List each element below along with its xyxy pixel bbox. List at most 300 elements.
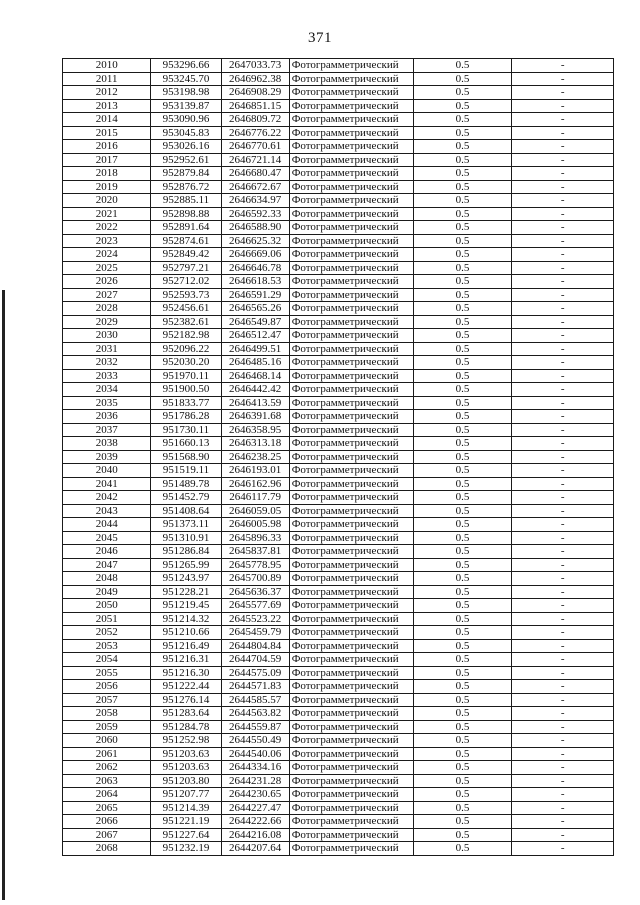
- point-number-cell: 2051: [63, 612, 151, 626]
- accuracy-cell: 0.5: [413, 707, 512, 721]
- point-number-cell: 2060: [63, 734, 151, 748]
- y-coordinate-cell: 2644559.87: [221, 720, 289, 734]
- note-cell: -: [512, 477, 614, 491]
- y-coordinate-cell: 2644540.06: [221, 747, 289, 761]
- method-cell: Фотограмметрический: [289, 815, 413, 829]
- x-coordinate-cell: 951227.64: [151, 828, 221, 842]
- x-coordinate-cell: 952952.61: [151, 153, 221, 167]
- y-coordinate-cell: 2644575.09: [221, 666, 289, 680]
- method-cell: Фотограмметрический: [289, 288, 413, 302]
- note-cell: -: [512, 545, 614, 559]
- accuracy-cell: 0.5: [413, 815, 512, 829]
- method-cell: Фотограмметрический: [289, 801, 413, 815]
- method-cell: Фотограмметрический: [289, 464, 413, 478]
- x-coordinate-cell: 951265.99: [151, 558, 221, 572]
- x-coordinate-cell: 951216.31: [151, 653, 221, 667]
- method-cell: Фотограмметрический: [289, 450, 413, 464]
- y-coordinate-cell: 2646549.87: [221, 315, 289, 329]
- method-cell: Фотограмметрический: [289, 315, 413, 329]
- point-number-cell: 2045: [63, 531, 151, 545]
- note-cell: -: [512, 126, 614, 140]
- point-number-cell: 2065: [63, 801, 151, 815]
- table-row: [63, 477, 614, 491]
- point-number-cell: 2021: [63, 207, 151, 221]
- point-number-cell: 2023: [63, 234, 151, 248]
- table-row: [63, 788, 614, 802]
- note-cell: -: [512, 774, 614, 788]
- x-coordinate-cell: 951207.77: [151, 788, 221, 802]
- note-cell: -: [512, 437, 614, 451]
- table-row: [63, 828, 614, 842]
- point-number-cell: 2032: [63, 356, 151, 370]
- point-number-cell: 2047: [63, 558, 151, 572]
- point-number-cell: 2010: [63, 59, 151, 73]
- accuracy-cell: 0.5: [413, 194, 512, 208]
- note-cell: -: [512, 450, 614, 464]
- note-cell: -: [512, 288, 614, 302]
- accuracy-cell: 0.5: [413, 747, 512, 761]
- accuracy-cell: 0.5: [413, 828, 512, 842]
- table-row: [63, 707, 614, 721]
- note-cell: -: [512, 99, 614, 113]
- x-coordinate-cell: 952096.22: [151, 342, 221, 356]
- accuracy-cell: 0.5: [413, 410, 512, 424]
- note-cell: -: [512, 221, 614, 235]
- method-cell: Фотограмметрический: [289, 86, 413, 100]
- accuracy-cell: 0.5: [413, 788, 512, 802]
- x-coordinate-cell: 953045.83: [151, 126, 221, 140]
- y-coordinate-cell: 2646162.96: [221, 477, 289, 491]
- x-coordinate-cell: 951210.66: [151, 626, 221, 640]
- accuracy-cell: 0.5: [413, 369, 512, 383]
- method-cell: Фотограмметрический: [289, 842, 413, 856]
- note-cell: -: [512, 59, 614, 73]
- x-coordinate-cell: 951568.90: [151, 450, 221, 464]
- y-coordinate-cell: 2646588.90: [221, 221, 289, 235]
- x-coordinate-cell: 951203.80: [151, 774, 221, 788]
- y-coordinate-cell: 2646442.42: [221, 383, 289, 397]
- point-number-cell: 2056: [63, 680, 151, 694]
- x-coordinate-cell: 951284.78: [151, 720, 221, 734]
- method-cell: Фотограмметрический: [289, 545, 413, 559]
- coordinates-table-body: [63, 59, 614, 856]
- x-coordinate-cell: 951660.13: [151, 437, 221, 451]
- x-coordinate-cell: 951228.21: [151, 585, 221, 599]
- accuracy-cell: 0.5: [413, 423, 512, 437]
- point-number-cell: 2062: [63, 761, 151, 775]
- accuracy-cell: 0.5: [413, 113, 512, 127]
- note-cell: -: [512, 612, 614, 626]
- note-cell: -: [512, 734, 614, 748]
- x-coordinate-cell: 952874.61: [151, 234, 221, 248]
- method-cell: Фотограмметрический: [289, 680, 413, 694]
- y-coordinate-cell: 2646851.15: [221, 99, 289, 113]
- method-cell: Фотограмметрический: [289, 558, 413, 572]
- note-cell: -: [512, 261, 614, 275]
- table-row: [63, 167, 614, 181]
- method-cell: Фотограмметрический: [289, 275, 413, 289]
- point-number-cell: 2068: [63, 842, 151, 856]
- table-row: [63, 491, 614, 505]
- accuracy-cell: 0.5: [413, 477, 512, 491]
- table-row: [63, 234, 614, 248]
- x-coordinate-cell: 953139.87: [151, 99, 221, 113]
- note-cell: -: [512, 491, 614, 505]
- table-row: [63, 99, 614, 113]
- table-row: [63, 180, 614, 194]
- x-coordinate-cell: 953245.70: [151, 72, 221, 86]
- x-coordinate-cell: 952849.42: [151, 248, 221, 262]
- x-coordinate-cell: 951222.44: [151, 680, 221, 694]
- y-coordinate-cell: 2646193.01: [221, 464, 289, 478]
- y-coordinate-cell: 2646358.95: [221, 423, 289, 437]
- table-row: [63, 842, 614, 856]
- table-row: [63, 302, 614, 316]
- x-coordinate-cell: 952876.72: [151, 180, 221, 194]
- note-cell: -: [512, 464, 614, 478]
- x-coordinate-cell: 953090.96: [151, 113, 221, 127]
- table-row: [63, 464, 614, 478]
- table-row: [63, 72, 614, 86]
- accuracy-cell: 0.5: [413, 356, 512, 370]
- accuracy-cell: 0.5: [413, 315, 512, 329]
- y-coordinate-cell: 2644334.16: [221, 761, 289, 775]
- note-cell: -: [512, 113, 614, 127]
- x-coordinate-cell: 952797.21: [151, 261, 221, 275]
- point-number-cell: 2052: [63, 626, 151, 640]
- point-number-cell: 2016: [63, 140, 151, 154]
- x-coordinate-cell: 952879.84: [151, 167, 221, 181]
- method-cell: Фотограмметрический: [289, 437, 413, 451]
- y-coordinate-cell: 2646512.47: [221, 329, 289, 343]
- method-cell: Фотограмметрический: [289, 626, 413, 640]
- y-coordinate-cell: 2646809.72: [221, 113, 289, 127]
- table-row: [63, 531, 614, 545]
- point-number-cell: 2053: [63, 639, 151, 653]
- accuracy-cell: 0.5: [413, 302, 512, 316]
- point-number-cell: 2046: [63, 545, 151, 559]
- table-row: [63, 207, 614, 221]
- accuracy-cell: 0.5: [413, 599, 512, 613]
- method-cell: Фотограмметрический: [289, 788, 413, 802]
- accuracy-cell: 0.5: [413, 626, 512, 640]
- accuracy-cell: 0.5: [413, 86, 512, 100]
- accuracy-cell: 0.5: [413, 612, 512, 626]
- accuracy-cell: 0.5: [413, 531, 512, 545]
- table-row: [63, 261, 614, 275]
- y-coordinate-cell: 2646565.26: [221, 302, 289, 316]
- note-cell: -: [512, 72, 614, 86]
- y-coordinate-cell: 2646468.14: [221, 369, 289, 383]
- table-row: [63, 369, 614, 383]
- method-cell: Фотограмметрический: [289, 720, 413, 734]
- x-coordinate-cell: 952182.98: [151, 329, 221, 343]
- method-cell: Фотограмметрический: [289, 59, 413, 73]
- method-cell: Фотограмметрический: [289, 531, 413, 545]
- x-coordinate-cell: 952030.20: [151, 356, 221, 370]
- x-coordinate-cell: 951203.63: [151, 747, 221, 761]
- method-cell: Фотограмметрический: [289, 612, 413, 626]
- method-cell: Фотограмметрический: [289, 140, 413, 154]
- note-cell: -: [512, 234, 614, 248]
- x-coordinate-cell: 951216.49: [151, 639, 221, 653]
- point-number-cell: 2031: [63, 342, 151, 356]
- note-cell: -: [512, 531, 614, 545]
- method-cell: Фотограмметрический: [289, 342, 413, 356]
- note-cell: -: [512, 720, 614, 734]
- table-row: [63, 248, 614, 262]
- accuracy-cell: 0.5: [413, 342, 512, 356]
- coordinates-table: [62, 58, 614, 856]
- accuracy-cell: 0.5: [413, 842, 512, 856]
- accuracy-cell: 0.5: [413, 585, 512, 599]
- accuracy-cell: 0.5: [413, 734, 512, 748]
- accuracy-cell: 0.5: [413, 396, 512, 410]
- note-cell: -: [512, 585, 614, 599]
- accuracy-cell: 0.5: [413, 720, 512, 734]
- y-coordinate-cell: 2645778.95: [221, 558, 289, 572]
- table-row: [63, 423, 614, 437]
- accuracy-cell: 0.5: [413, 180, 512, 194]
- accuracy-cell: 0.5: [413, 72, 512, 86]
- table-row: [63, 383, 614, 397]
- note-cell: -: [512, 626, 614, 640]
- note-cell: -: [512, 207, 614, 221]
- point-number-cell: 2027: [63, 288, 151, 302]
- note-cell: -: [512, 275, 614, 289]
- y-coordinate-cell: 2644571.83: [221, 680, 289, 694]
- x-coordinate-cell: 951243.97: [151, 572, 221, 586]
- y-coordinate-cell: 2644222.66: [221, 815, 289, 829]
- table-row: [63, 815, 614, 829]
- y-coordinate-cell: 2645636.37: [221, 585, 289, 599]
- x-coordinate-cell: 952456.61: [151, 302, 221, 316]
- note-cell: -: [512, 653, 614, 667]
- accuracy-cell: 0.5: [413, 639, 512, 653]
- method-cell: Фотограмметрический: [289, 707, 413, 721]
- x-coordinate-cell: 951214.32: [151, 612, 221, 626]
- point-number-cell: 2013: [63, 99, 151, 113]
- x-coordinate-cell: 951310.91: [151, 531, 221, 545]
- y-coordinate-cell: 2646005.98: [221, 518, 289, 532]
- y-coordinate-cell: 2646721.14: [221, 153, 289, 167]
- accuracy-cell: 0.5: [413, 801, 512, 815]
- note-cell: -: [512, 747, 614, 761]
- point-number-cell: 2049: [63, 585, 151, 599]
- table-row: [63, 153, 614, 167]
- note-cell: -: [512, 518, 614, 532]
- note-cell: -: [512, 383, 614, 397]
- table-row: [63, 86, 614, 100]
- method-cell: Фотограмметрический: [289, 72, 413, 86]
- table-row: [63, 585, 614, 599]
- table-row: [63, 558, 614, 572]
- x-coordinate-cell: 953296.66: [151, 59, 221, 73]
- table-row: [63, 342, 614, 356]
- table-row: [63, 194, 614, 208]
- accuracy-cell: 0.5: [413, 693, 512, 707]
- note-cell: -: [512, 666, 614, 680]
- x-coordinate-cell: 951286.84: [151, 545, 221, 559]
- method-cell: Фотограмметрический: [289, 356, 413, 370]
- table-row: [63, 410, 614, 424]
- table-row: [63, 518, 614, 532]
- point-number-cell: 2037: [63, 423, 151, 437]
- point-number-cell: 2036: [63, 410, 151, 424]
- accuracy-cell: 0.5: [413, 126, 512, 140]
- point-number-cell: 2026: [63, 275, 151, 289]
- method-cell: Фотограмметрический: [289, 734, 413, 748]
- accuracy-cell: 0.5: [413, 774, 512, 788]
- method-cell: Фотограмметрический: [289, 828, 413, 842]
- x-coordinate-cell: 951203.63: [151, 761, 221, 775]
- table-row: [63, 639, 614, 653]
- accuracy-cell: 0.5: [413, 653, 512, 667]
- point-number-cell: 2042: [63, 491, 151, 505]
- method-cell: Фотограмметрический: [289, 518, 413, 532]
- point-number-cell: 2024: [63, 248, 151, 262]
- note-cell: -: [512, 356, 614, 370]
- accuracy-cell: 0.5: [413, 99, 512, 113]
- table-row: [63, 288, 614, 302]
- point-number-cell: 2017: [63, 153, 151, 167]
- table-row: [63, 747, 614, 761]
- point-number-cell: 2022: [63, 221, 151, 235]
- method-cell: Фотограмметрический: [289, 194, 413, 208]
- y-coordinate-cell: 2646313.18: [221, 437, 289, 451]
- x-coordinate-cell: 952891.64: [151, 221, 221, 235]
- table-row: [63, 774, 614, 788]
- point-number-cell: 2033: [63, 369, 151, 383]
- point-number-cell: 2034: [63, 383, 151, 397]
- note-cell: -: [512, 828, 614, 842]
- y-coordinate-cell: 2644585.57: [221, 693, 289, 707]
- table-row: [63, 126, 614, 140]
- y-coordinate-cell: 2644216.08: [221, 828, 289, 842]
- accuracy-cell: 0.5: [413, 437, 512, 451]
- y-coordinate-cell: 2645459.79: [221, 626, 289, 640]
- note-cell: -: [512, 302, 614, 316]
- x-coordinate-cell: 952712.02: [151, 275, 221, 289]
- table-row: [63, 734, 614, 748]
- x-coordinate-cell: 952885.11: [151, 194, 221, 208]
- y-coordinate-cell: 2646499.51: [221, 342, 289, 356]
- method-cell: Фотограмметрический: [289, 153, 413, 167]
- x-coordinate-cell: 951373.11: [151, 518, 221, 532]
- x-coordinate-cell: 951730.11: [151, 423, 221, 437]
- accuracy-cell: 0.5: [413, 518, 512, 532]
- y-coordinate-cell: 2646646.78: [221, 261, 289, 275]
- x-coordinate-cell: 951452.79: [151, 491, 221, 505]
- y-coordinate-cell: 2645523.22: [221, 612, 289, 626]
- note-cell: -: [512, 140, 614, 154]
- point-number-cell: 2019: [63, 180, 151, 194]
- y-coordinate-cell: 2644227.47: [221, 801, 289, 815]
- method-cell: Фотограмметрический: [289, 639, 413, 653]
- y-coordinate-cell: 2646669.06: [221, 248, 289, 262]
- method-cell: Фотограмметрический: [289, 221, 413, 235]
- y-coordinate-cell: 2644563.82: [221, 707, 289, 721]
- y-coordinate-cell: 2646962.38: [221, 72, 289, 86]
- y-coordinate-cell: 2645700.89: [221, 572, 289, 586]
- accuracy-cell: 0.5: [413, 221, 512, 235]
- x-coordinate-cell: 951221.19: [151, 815, 221, 829]
- note-cell: -: [512, 423, 614, 437]
- y-coordinate-cell: 2646908.29: [221, 86, 289, 100]
- method-cell: Фотограмметрический: [289, 383, 413, 397]
- method-cell: Фотограмметрический: [289, 653, 413, 667]
- table-row: [63, 59, 614, 73]
- point-number-cell: 2011: [63, 72, 151, 86]
- note-cell: -: [512, 572, 614, 586]
- table-row: [63, 437, 614, 451]
- method-cell: Фотограмметрический: [289, 396, 413, 410]
- x-coordinate-cell: 952382.61: [151, 315, 221, 329]
- accuracy-cell: 0.5: [413, 329, 512, 343]
- accuracy-cell: 0.5: [413, 383, 512, 397]
- point-number-cell: 2050: [63, 599, 151, 613]
- table-row: [63, 113, 614, 127]
- accuracy-cell: 0.5: [413, 167, 512, 181]
- note-cell: -: [512, 801, 614, 815]
- point-number-cell: 2012: [63, 86, 151, 100]
- point-number-cell: 2014: [63, 113, 151, 127]
- y-coordinate-cell: 2646059.05: [221, 504, 289, 518]
- accuracy-cell: 0.5: [413, 234, 512, 248]
- method-cell: Фотограмметрический: [289, 774, 413, 788]
- table-row: [63, 504, 614, 518]
- method-cell: Фотограмметрический: [289, 234, 413, 248]
- table-row: [63, 329, 614, 343]
- point-number-cell: 2066: [63, 815, 151, 829]
- method-cell: Фотограмметрический: [289, 126, 413, 140]
- accuracy-cell: 0.5: [413, 572, 512, 586]
- point-number-cell: 2039: [63, 450, 151, 464]
- y-coordinate-cell: 2646634.97: [221, 194, 289, 208]
- point-number-cell: 2063: [63, 774, 151, 788]
- y-coordinate-cell: 2646485.16: [221, 356, 289, 370]
- accuracy-cell: 0.5: [413, 207, 512, 221]
- y-coordinate-cell: 2646591.29: [221, 288, 289, 302]
- method-cell: Фотограмметрический: [289, 423, 413, 437]
- point-number-cell: 2054: [63, 653, 151, 667]
- x-coordinate-cell: 951900.50: [151, 383, 221, 397]
- point-number-cell: 2048: [63, 572, 151, 586]
- point-number-cell: 2061: [63, 747, 151, 761]
- accuracy-cell: 0.5: [413, 288, 512, 302]
- x-coordinate-cell: 951252.98: [151, 734, 221, 748]
- point-number-cell: 2067: [63, 828, 151, 842]
- x-coordinate-cell: 951408.64: [151, 504, 221, 518]
- method-cell: Фотограмметрический: [289, 248, 413, 262]
- point-number-cell: 2040: [63, 464, 151, 478]
- method-cell: Фотограмметрический: [289, 599, 413, 613]
- x-coordinate-cell: 951786.28: [151, 410, 221, 424]
- note-cell: -: [512, 693, 614, 707]
- y-coordinate-cell: 2644550.49: [221, 734, 289, 748]
- method-cell: Фотограмметрический: [289, 572, 413, 586]
- y-coordinate-cell: 2645896.33: [221, 531, 289, 545]
- note-cell: -: [512, 410, 614, 424]
- point-number-cell: 2057: [63, 693, 151, 707]
- y-coordinate-cell: 2644704.59: [221, 653, 289, 667]
- y-coordinate-cell: 2644804.84: [221, 639, 289, 653]
- table-row: [63, 356, 614, 370]
- margin-bar: [2, 290, 5, 900]
- y-coordinate-cell: 2646680.47: [221, 167, 289, 181]
- note-cell: -: [512, 180, 614, 194]
- note-cell: -: [512, 167, 614, 181]
